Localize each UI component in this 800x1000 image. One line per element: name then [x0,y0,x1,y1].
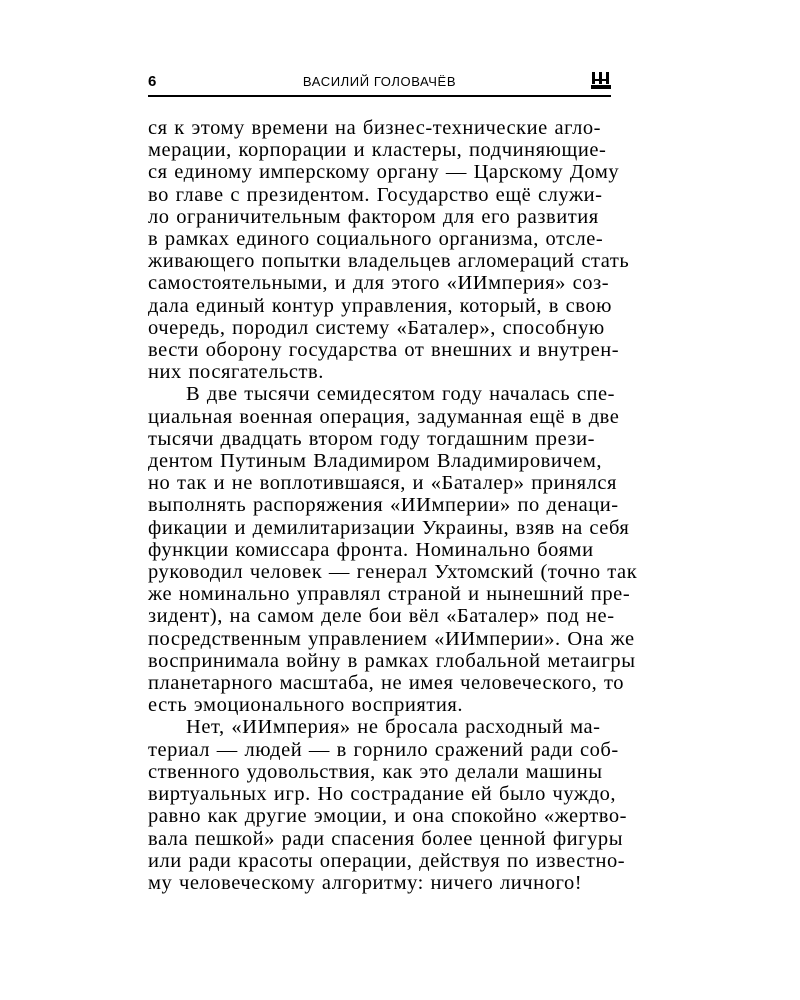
text-line: териал — людей — в горнило сражений ради соб- [148,738,619,761]
text-line: дала единый контур управления, который, в свою [148,294,613,317]
paragraph-1 [148,117,708,383]
text-line: очередь, породил систему «Баталер», способную [148,316,605,339]
text-line: воспринимала войну в рамках глобальной метаигры [148,649,636,672]
text-line: вести оборону государства от внешних и внутрен- [148,339,620,362]
text-line: руководил человек — генерал Ухтомский (точно так [148,561,638,584]
text-line: в рамках единого социального организма, отсле- [148,228,604,251]
body-text [148,117,708,894]
text-line: но так и не воплотившаяся, и «Баталер» принялся [148,472,618,495]
text-line: ся к этому времени на бизнес-технические агло- [148,117,602,139]
text-line: вала пешкой» ради спасения более ценной фигуры [148,827,624,850]
text-line: му человеческому алгоритму: ничего личного! [148,871,583,894]
text-line: Нет, «ИИмперия» не бросала расходный ма- [186,716,601,739]
text-line: живающего попытки владельцев агломераций стать [148,250,630,273]
text-line: функции комиссара фронта. Номинально боями [148,538,594,561]
text-line: самостоятельными, и для этого «ИИмперия» соз- [148,272,610,295]
text-line: ло ограничительным фактором для его развития [148,205,599,228]
text-line: В две тысячи семидесятом году началась спе- [186,383,616,406]
running-header [148,70,611,94]
header-rule [148,95,611,97]
author-name: ВАСИЛИЙ ГОЛОВАЧЁВ [302,74,457,89]
text-line: же номинально управлял страной и нынешний пре- [148,583,631,606]
text-line: дентом Путиным Владимиром Владимировичем, [148,450,603,473]
text-line: ственного удовольствия, как это делали машины [148,760,603,783]
text-line: циальная военная операция, задуманная ещё в две [148,405,620,428]
publisher-logo-icon [591,71,611,90]
text-line: фикации и демилитаризации Украины, взяв на себя [148,516,630,539]
paragraph-3 [148,716,708,894]
text-line: зидент), на самом деле бои вёл «Баталер» под не- [148,605,615,628]
text-line: есть эмоционального восприятия. [148,694,464,717]
text-line: планетарного масштаба, не имея человеческого, то [148,672,625,695]
text-line: тысячи двадцать втором году тогдашним прези- [148,427,596,450]
text-line: ся единому имперскому органу — Царскому Дому [148,161,620,184]
text-line: равно как другие эмоции, и она спокойно «жертво- [148,805,628,828]
text-line: во главе с президентом. Государство ещё служи- [148,183,603,206]
text-line: или ради красоты операции, действуя по известно- [148,849,626,872]
text-line: мерации, корпорации и кластеры, подчиняющие- [148,139,607,162]
text-line: выполнять распоряжения «ИИмперии» по денаци- [148,494,619,517]
paragraph-2 [148,383,708,716]
text-line: посредственным управлением «ИИмперии». Она же [148,627,635,650]
page-number: 6 [148,73,157,90]
text-line: виртуальных игр. Но сострадание ей было чуждо, [148,783,617,806]
text-line: них посягательств. [148,361,324,384]
